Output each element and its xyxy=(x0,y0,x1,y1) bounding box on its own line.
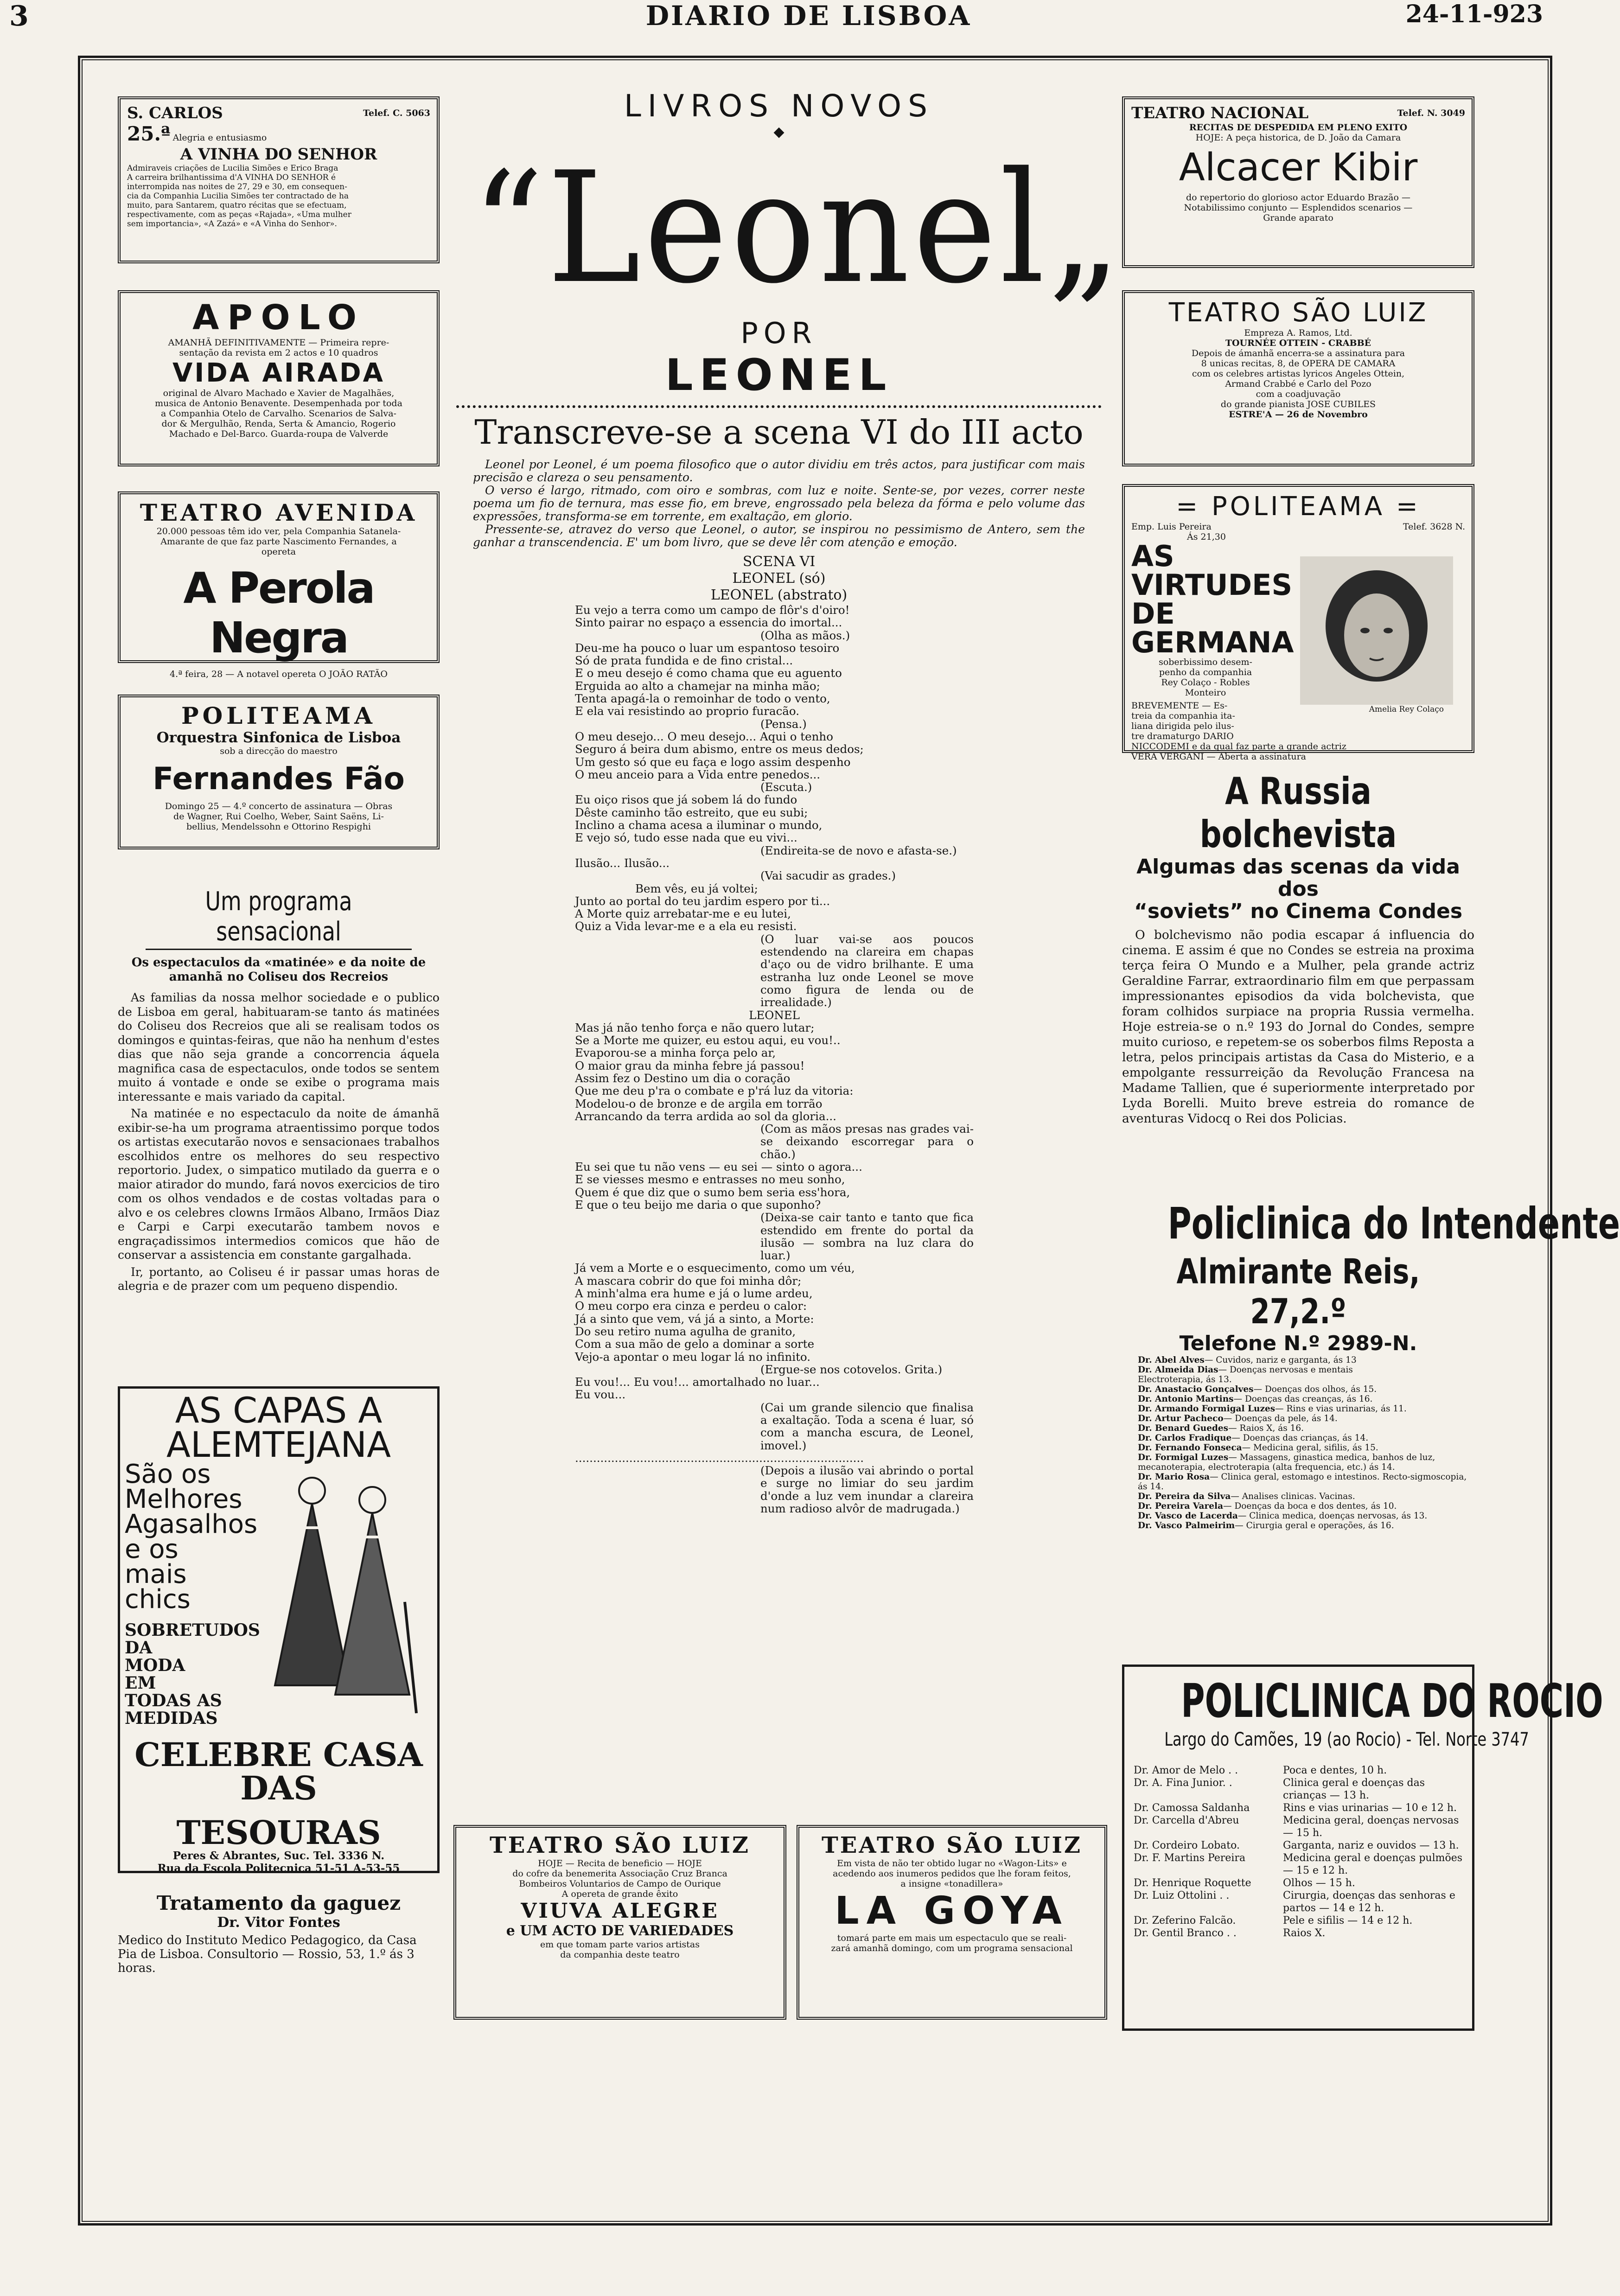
play-title: A Perola Negra xyxy=(183,563,374,663)
article-headline: A Russia bolchevista xyxy=(1199,770,1397,856)
ad-teatro-nacional xyxy=(1122,96,1474,268)
verse-line: Seguro á beira dum abismo, entre os meus dedos; xyxy=(575,742,864,756)
ad-line: SOBRETUDOS xyxy=(125,1620,260,1640)
verse-line: Já a sinto que vem, vá já a sinto, a Morte: xyxy=(575,1312,814,1326)
ad-line: opereta xyxy=(261,547,296,557)
book-title: “Leonel„ xyxy=(472,139,1125,317)
verse-line: Dêste caminho tão estreito, que eu subi; xyxy=(575,805,808,819)
doctor-specialty: Olhos — 15 h. xyxy=(1283,1877,1355,1889)
ad-line: do grande pianista JOSE CUBILES xyxy=(1220,399,1376,409)
verse-line: Mas já não tenho força e não quero lutar; xyxy=(575,1020,815,1034)
doctor-entry xyxy=(1138,1414,1474,1423)
ad-politeama-germana xyxy=(1122,484,1474,762)
verse-line: Eu vejo a terra como um campo de flôr's d'oiro! xyxy=(575,603,850,617)
doctor-table xyxy=(1131,1764,1466,1939)
doctor-specialty: Electroterapia, ás 13. xyxy=(1138,1375,1232,1384)
article-paragraph: As familias da nossa melhor sociedade e o publico de Lisboa em geral, habituaram-se tanto ás matinées do Coliseu dos Recreios que ali se realisam todos os domingos e quintas-feiras, que não ha nenhum d'estes dias que não seja grande a concorrencia áquela magnifica casa de espectaculos, onde todos se sentem muito á vontade e onde se exibe o programa mais interessante e mais variado da capital. xyxy=(118,991,440,1103)
conductor-name: Fernandes Fão xyxy=(153,761,405,797)
doctor-name: Dr. Cordeiro Lobato. xyxy=(1134,1840,1240,1851)
clinic-phone: Telefone N.º 2989-N. xyxy=(1179,1332,1417,1355)
stage-direction: (O luar vai-se aos poucos estendendo na clareira em chapas d'aço ou de vidro brilhante. E uma estranha luz onde Leonel se move como figura de lenda ou de irrealidade.) xyxy=(760,932,974,1009)
doctor-specialty: — Doenças das crianças, ás 14. xyxy=(1231,1433,1369,1443)
table-row xyxy=(1131,1802,1466,1814)
ad-line: de Wagner, Rui Coelho, Weber, Saint Saëns, Li- xyxy=(173,811,384,822)
ad-capas-alemtejana xyxy=(118,1386,440,1873)
article-russia-bolchevista xyxy=(1122,770,1474,1187)
masthead xyxy=(0,0,1617,37)
ad-line: respectivamente, com as peças «Rajada», «Uma mulher xyxy=(127,210,351,219)
ad-line: acedendo aos inumeros pedidos que lhe foram feitos, xyxy=(833,1869,1071,1879)
doctor-specialty: Raios X. xyxy=(1283,1927,1326,1939)
theatre-phone: Telef. N. 3049 xyxy=(1397,108,1465,118)
doctor-specialty: Garganta, nariz e ouvidos — 13 h. xyxy=(1283,1840,1459,1851)
doctor-entry xyxy=(1138,1453,1474,1472)
ad-line: Bombeiros Voluntarios de Campo de Ourique xyxy=(519,1879,721,1889)
ad-line: Grande aparato xyxy=(1263,213,1333,223)
scene-character: LEONEL (só) xyxy=(732,570,826,587)
ad-line: VERA VERGANI — Aberta a assinatura xyxy=(1131,752,1306,762)
verse-line: Deu-me ha pouco o luar um espantoso tesoiro xyxy=(575,641,840,655)
divider xyxy=(456,405,1102,408)
play-title: A VINHA DO SENHOR xyxy=(180,145,377,164)
theatre-name: = POLITEAMA = xyxy=(1176,491,1421,522)
doctor-entry xyxy=(1138,1384,1474,1394)
ad-line: TODAS AS xyxy=(125,1691,222,1710)
theatre-name: TEATRO NACIONAL xyxy=(1131,104,1309,122)
table-row xyxy=(1131,1914,1466,1927)
ad-line: tomará parte em mais um espectaculo que se reali- xyxy=(837,1933,1067,1943)
divider xyxy=(146,949,412,950)
doctor-entry xyxy=(1138,1404,1474,1414)
doctor-name: Dr. Abel Alves xyxy=(1138,1355,1205,1365)
doctor-specialty: Medicina geral, doenças nervosas — 15 h. xyxy=(1283,1815,1459,1839)
verse-line: A mascara cobrir do que foi minha dôr; xyxy=(575,1274,802,1288)
table-row xyxy=(1131,1777,1466,1802)
stage-direction: (Cai um grande silencio que finalisa a exaltação. Toda a scena é luar, só com a mancha escura, de Leonel, imovel.) xyxy=(760,1400,974,1452)
stage-direction: (Pensa.) xyxy=(760,717,807,731)
byline-por: POR xyxy=(740,316,817,350)
doctor-name: Dr. Anastacio Gonçalves xyxy=(1138,1384,1254,1394)
doctor-name: Dr. Armando Formigal Luzes xyxy=(1138,1404,1276,1414)
ad-line: a Companhia Otelo de Carvalho. Scenarios de Salva- xyxy=(161,408,396,419)
doctor-specialty: — Medicina geral, sifilis, ás 15. xyxy=(1242,1443,1378,1453)
article-headline: Um programa sensacional xyxy=(205,887,352,947)
doctor-specialty: — Raios X, ás 16. xyxy=(1228,1423,1304,1433)
ad-line: do repertorio do glorioso actor Eduardo Brazão — xyxy=(1186,192,1410,203)
slogan-line: chics xyxy=(125,1584,191,1614)
play-subtitle: e UM ACTO DE VARIEDADES xyxy=(506,1923,734,1939)
verse-line: Eu vou... xyxy=(575,1388,626,1402)
theatre-name: TEATRO AVENIDA xyxy=(140,499,418,526)
slogan-line: mais xyxy=(125,1559,187,1589)
stage-direction: (Com as mãos presas nas grades vai-se deixando escorregar para o chão.) xyxy=(760,1122,974,1161)
doctor-name: Dr. Vitor Fontes xyxy=(217,1914,340,1931)
doctor-specialty: — Cuvidos, nariz e garganta, ás 13 xyxy=(1204,1355,1357,1365)
ad-line: musica de Antonio Benavente. Desempenhada por toda xyxy=(155,398,402,408)
clinic-address: Almirante Reis, 27,2.º xyxy=(1176,1252,1420,1332)
verse-line: Quem é que diz que o sumo bem seria ess'hora, xyxy=(575,1185,850,1199)
ad-apolo xyxy=(118,290,440,466)
doctor-entry xyxy=(1138,1433,1474,1443)
doctor-name: Dr. Fernando Fonseca xyxy=(1138,1443,1242,1453)
stage-direction: (Olha as mãos.) xyxy=(760,628,850,642)
slogan-line: Melhores xyxy=(125,1484,242,1514)
theatre-phone: Telef. C. 5063 xyxy=(363,108,430,118)
ad-line: Em vista de não ter obtido lugar no «Wagon-Lits» e xyxy=(837,1858,1067,1869)
issue-date: 24-11-923 xyxy=(1405,0,1543,28)
doctor-entry xyxy=(1138,1472,1474,1492)
ad-line: Monteiro xyxy=(1185,688,1226,698)
table-row xyxy=(1131,1889,1466,1914)
verse-line: E se viesses mesmo e entrasses no meu sonho, xyxy=(575,1173,845,1186)
verse-line: Um gesto só que eu faça e logo assim despenho xyxy=(575,755,851,769)
verse-line: Arrancando da terra ardida ao sol da gloria... xyxy=(575,1109,836,1123)
ad-teatro-avenida xyxy=(118,491,440,679)
doctor-specialty: — Clinica geral, estomago e intestinos. Recto-sigmoscopia, ás 14. xyxy=(1138,1472,1467,1492)
performer-name: LA GOYA xyxy=(835,1889,1069,1933)
tagline: Alegria e entusiasmo xyxy=(172,133,267,143)
doctor-name: Dr. Carlos Fradique xyxy=(1138,1433,1232,1443)
doctor-entry xyxy=(1138,1355,1474,1365)
ad-politeama-orquestra xyxy=(118,695,440,849)
ad-line: RECITAS DE DESPEDIDA EM PLENO EXITO xyxy=(1189,122,1408,133)
book-author: LEONEL xyxy=(665,350,893,401)
verse-line: E que o teu beijo me daria o que suponho? xyxy=(575,1198,821,1212)
verse-line: Que me deu p'ra o combate e p'rá luz da vitoria: xyxy=(575,1084,854,1098)
stage-direction: (Vai sacudir as grades.) xyxy=(760,869,896,883)
ad-line: AMANHÃ DEFINITIVAMENTE — Primeira repre- xyxy=(168,338,389,348)
theatre-name: POLITEAMA xyxy=(181,702,376,729)
theatre-phone: Telef. 3628 N. xyxy=(1403,522,1465,532)
verse-line: Evaporou-se a minha força pelo ar, xyxy=(575,1046,776,1060)
article-programa-sensacional xyxy=(118,887,440,1341)
doctor-specialty: Cirurgia, doenças das senhoras e partos — 14 e 12 h. xyxy=(1283,1890,1455,1914)
clinic-name: Policlinica do Intendente xyxy=(1167,1199,1620,1249)
verse-line: Com a sua mão de gelo a dominar a sorte xyxy=(575,1337,815,1351)
ad-line: Rey Colaço - Robles xyxy=(1161,677,1250,688)
verse-line: Assim fez o Destino um dia o coração xyxy=(575,1071,791,1085)
play-title: AS VIRTUDES DE GERMANA xyxy=(1131,539,1294,659)
stage-direction: (Escuta.) xyxy=(760,780,812,794)
doctor-entry xyxy=(1138,1365,1474,1375)
doctor-name: Dr. Vasco Palmeirim xyxy=(1138,1521,1235,1531)
verse-line: Do seu retiro numa agulha de granito, xyxy=(575,1324,796,1338)
doctor-name: Dr. Gentil Branco . . xyxy=(1134,1927,1237,1939)
ad-line: dor & Mergulhão, Renda, Serta & Amancio, Rogerio xyxy=(161,419,396,429)
doctor-specialty: Rins e vias urinarias — 10 e 12 h. xyxy=(1283,1802,1457,1814)
verse-line: Eu oiço risos que já sobem lá do fundo xyxy=(575,793,797,807)
ad-title: Tratamento da gaguez xyxy=(156,1892,401,1914)
doctor-specialty: — Massagens, ginastica medica, banhos de luz, mecanoterapia, electroterapia (alta frequencia, etc.) ás 14. xyxy=(1138,1453,1435,1472)
table-row xyxy=(1131,1814,1466,1839)
ad-line: sob a direcção do maestro xyxy=(220,746,338,756)
verse-line: Sinto pairar no espaço a essencia do imortal... xyxy=(575,616,842,630)
verse-line: Erguida ao alto a chamejar na minha mão; xyxy=(575,679,820,693)
ad-line: NICCODEMI e da qual faz parte a grande actriz xyxy=(1131,741,1346,752)
ad-line: sem importancia», «A Zazá» e «A Vinha do Senhor». xyxy=(127,219,337,229)
doctor-entry xyxy=(1138,1492,1474,1501)
ad-store-name: CELEBRE CASA DAS xyxy=(134,1735,423,1807)
orchestra-name: Orquestra Sinfonica de Lisboa xyxy=(156,729,401,746)
doctor-specialty: Medicina geral e doenças pulmões — 15 e 12 h. xyxy=(1283,1852,1463,1876)
doctor-entry xyxy=(1138,1501,1474,1511)
doctor-name: Dr. Vasco de Lacerda xyxy=(1138,1511,1238,1521)
doctor-entry xyxy=(1138,1423,1474,1433)
ad-line: do cofre da benemerita Associação Cruz Branca xyxy=(512,1869,727,1879)
doctor-name: Dr. A. Fina Junior. . xyxy=(1134,1777,1232,1789)
doctor-name: Dr. Formigal Luzes xyxy=(1138,1453,1229,1462)
slogan-line: São os xyxy=(125,1459,211,1489)
stage-direction: (Depois a ilusão vai abrindo o portal e surge no limiar do seu jardim d'onde a luz vem inundar a clareira num radioso alvôr de madrugada.) xyxy=(760,1464,974,1516)
ad-line: HOJE: A peça historica, de D. João da Camara xyxy=(1195,133,1401,143)
ad-line: cia da Companhia Lucilia Simões ter contractado de ha xyxy=(127,191,349,201)
table-row xyxy=(1131,1877,1466,1889)
verse-line: Quiz a Vida levar-me e a ela eu resisti. xyxy=(575,919,797,933)
theatre-name: TEATRO SÃO LUIZ xyxy=(822,1832,1082,1858)
ad-line: MODA xyxy=(125,1656,185,1675)
ad-policlinica-intendente xyxy=(1122,1196,1620,1660)
ad-line: Depois de ámanhã encerra-se a assinatura para xyxy=(1191,348,1405,358)
doctor-name: Dr. Henrique Roquette xyxy=(1134,1877,1251,1889)
doctor-entry xyxy=(1138,1521,1474,1531)
scene-character: LEONEL (abstrato) xyxy=(710,587,848,603)
ad-line: A carreira brilhantissima d'A VINHA DO SENHOR é xyxy=(127,173,336,182)
play-title: VIUVA ALEGRE xyxy=(521,1899,719,1923)
ad-line: TOURNÉE OTTEIN - CRABBÉ xyxy=(1225,338,1371,348)
doctor-specialty: — Analises clinicas. Vacinas. xyxy=(1231,1492,1355,1501)
doctor-specialty: Clinica geral e doenças das crianças — 13 h. xyxy=(1283,1777,1425,1801)
doctor-specialty: — Rins e vias urinarias, ás 11. xyxy=(1275,1404,1407,1414)
theatre-name: TEATRO SÃO LUIZ xyxy=(490,1832,750,1858)
show-time: Ás 21,30 xyxy=(1187,532,1226,542)
verse-line: A Morte quiz arrebatar-me e eu lutei, xyxy=(575,907,791,921)
ad-tratamento-gaguez xyxy=(118,1892,440,2031)
stage-direction: ................................................................................ xyxy=(575,1451,864,1465)
cloaked-figures-illustration xyxy=(256,1463,423,1722)
intro-paragraph: Leonel por Leonel, é um poema filosofico que o autor dividiu em três actos, para justificar com mais precisão e clareza o seu pensamento. xyxy=(473,458,1085,484)
stage-direction: Bem vês, eu já voltei; xyxy=(635,881,758,895)
article-dek: Os espectaculos da «matinée» e da noite de amanhã no Coliseu dos Recreios xyxy=(131,956,426,984)
ad-line: BREVEMENTE — Es- xyxy=(1131,701,1228,711)
verse-line: Eu vou!... Eu vou!... amortalhado no luar... xyxy=(575,1375,820,1389)
play-title: VIDA AIRADA xyxy=(172,358,385,388)
intro-paragraph: O verso é largo, ritmado, com oiro e sombras, com luz e noite. Sente-se, por vezes, correr neste poema um fio de ternura, mas esse fio, em breve, engrossado pela beleza da fórma e pelo volume das expressões, transforma-se em torrente, em exaltação, em glorio. xyxy=(473,484,1085,523)
doctor-name: Dr. Amor de Melo . . xyxy=(1134,1765,1238,1776)
verse-line: Junto ao portal do teu jardim espero por ti... xyxy=(575,894,830,908)
ad-policlinica-rocio xyxy=(1122,1665,1603,2031)
scene-character: LEONEL xyxy=(749,1008,800,1022)
ad-line: Empreza A. Ramos, Ltd. xyxy=(1244,328,1352,338)
ad-line: HOJE — Recita de beneficio — HOJE xyxy=(538,1858,702,1869)
verse-line: O meu desejo... O meu desejo... Aqui o tenho xyxy=(575,729,833,743)
table-row xyxy=(1131,1852,1466,1877)
ad-line: treia da companhia ita- xyxy=(1131,711,1235,721)
theatre-name: TEATRO SÃO LUIZ xyxy=(1168,298,1428,328)
slogan-line: Agasalhos xyxy=(125,1509,258,1539)
verse-line: O meu anceio para a Vida entre penedos... xyxy=(575,767,821,781)
ad-line: Amarante de que faz parte Nascimento Fernandes, a xyxy=(160,536,397,547)
table-row xyxy=(1131,1927,1466,1939)
verse-line: Inclino a chama acesa a iluminar o mundo, xyxy=(575,818,823,832)
poem-verse xyxy=(575,604,974,1515)
doctor-name: Dr. F. Martins Pereira xyxy=(1134,1852,1246,1864)
verse-line: E ela vai resistindo ao proprio furacão. xyxy=(575,704,800,718)
doctor-specialty: — Doenças das creanças, ás 16. xyxy=(1233,1394,1373,1404)
verse-line: Se a Morte me quizer, eu estou aqui, eu vou!.. xyxy=(575,1033,841,1047)
doctor-name: Dr. Zeferino Falcão. xyxy=(1134,1915,1236,1926)
doctor-entry xyxy=(1138,1394,1474,1404)
ad-line: muito, para Santarem, quatro récitas que se efectuam, xyxy=(127,201,347,210)
ad-text xyxy=(127,164,430,229)
doctor-name: Dr. Camossa Saldanha xyxy=(1134,1802,1250,1814)
ad-line: soberbissimo desem- xyxy=(1159,657,1252,667)
slogan-line: e os xyxy=(125,1534,179,1564)
ad-line: sentação da revista em 2 actos e 10 quadros xyxy=(179,348,378,358)
ad-line: Armand Crabbé e Carlo del Pozo xyxy=(1225,379,1371,389)
table-row xyxy=(1131,1764,1466,1777)
ad-line: DA xyxy=(125,1638,153,1658)
article-headline: Transcreve-se a scena VI do III acto xyxy=(474,413,1084,452)
play-title: Alcacer Kibir xyxy=(1179,146,1418,190)
verse-line: Só de prata fundida e de fino cristal... xyxy=(575,654,793,668)
doctor-name: Dr. Luiz Ottolini . . xyxy=(1134,1890,1230,1901)
article-paragraph: Ir, portanto, ao Coliseu é ir passar umas horas de alegria e de prazer com um pequeno dispendio. xyxy=(118,1265,440,1293)
clinic-name: POLICLINICA DO ROCIO xyxy=(1181,1674,1603,1728)
newspaper-title: DIARIO DE LISBOA xyxy=(645,0,972,32)
verse-line: Vejo-a apontar o meu logar lá no infinito. xyxy=(575,1350,811,1364)
table-row xyxy=(1131,1839,1466,1852)
ad-address: Rua da Escola Politecnica 51-51 A-53-55 xyxy=(157,1862,400,1875)
actress-portrait xyxy=(1300,556,1453,705)
verse-line: Já vem a Morte e o esquecimento, como um véu, xyxy=(575,1261,855,1275)
ornament-icon: ◆ xyxy=(773,124,784,140)
ad-line: a insigne «tonadillera» xyxy=(900,1879,1003,1889)
article-subheadline: Algumas das scenas da vida dos xyxy=(1136,855,1460,901)
doctor-specialty: Pele e sifilis — 14 e 12 h. xyxy=(1283,1915,1413,1926)
verse-line: Tenta apagá-la o remoinhar de todo o vento, xyxy=(575,692,830,706)
article-subheadline: “soviets” no Cinema Condes xyxy=(1134,899,1463,923)
ad-line: em que tomam parte varios artistas xyxy=(540,1939,700,1950)
ad-footer: 4.ª feira, 28 — A notavel opereta O JOÃO RATÃO xyxy=(169,669,388,679)
ad-store-name: TESOURAS xyxy=(176,1813,381,1852)
ad-line: 8 unicas recitas, 8, de OPERA DE CAMARA xyxy=(1201,358,1396,369)
ad-line: Emp. Luis Pereira xyxy=(1131,522,1212,532)
doctor-specialty: — Doenças dos olhos, ás 15. xyxy=(1253,1384,1377,1394)
doctor-specialty: — Doenças nervosas e mentais xyxy=(1218,1365,1353,1375)
ad-title: AS CAPAS A xyxy=(175,1390,383,1431)
ad-line: Domingo 25 — 4.º concerto de assinatura — Obras xyxy=(165,801,393,811)
ad-line: original de Alvaro Machado e Xavier de Magalhães, xyxy=(163,388,395,398)
ad-line: Admiraveis criações de Lucilia Simões e Erico Braga xyxy=(127,164,338,173)
doctor-specialty: — Doenças da boca e dos dentes, ás 10. xyxy=(1223,1501,1397,1511)
ad-line: da companhia deste teatro xyxy=(560,1950,680,1960)
ad-teatro-sao-luiz-opera xyxy=(1122,290,1474,466)
article-paragraph: Na matinée e no espectaculo da noite de ámanhã exibir-se-ha um programa atraentissimo porque todos os artistas executarão novos e sensacionaes trabalhos escolhidos entre os melhores do seu respectivo reportorio. Judex, o simpatico mutilado da guerra e o maior atirador do mundo, fará novos exercicios de tiro com os olhos vendados e de costas voltadas para o alvo e os celebres clowns Irmãos Albano, Irmãos Diaz e Carpi e Carpi executarão tambem novos e engraçadissimos intermedios comicos que hão de conservar a assistencia em constante gargalhada. xyxy=(118,1107,440,1262)
doctor-name: Dr. Mario Rosa xyxy=(1138,1472,1210,1482)
doctor-name: Dr. Almeida Dias xyxy=(1138,1365,1218,1375)
ad-line: Notabilissimo conjunto — Esplendidos scenarios — xyxy=(1184,203,1413,213)
portrait-caption: Amelia Rey Colaço xyxy=(1369,705,1444,714)
ad-title: ALEMTEJANA xyxy=(166,1424,391,1465)
ad-line: 20.000 pessoas têm ido ver, pela Companhia Satanela- xyxy=(156,526,401,536)
ad-line: penho da companhia xyxy=(1159,667,1252,677)
verse-line: O meu corpo era cinza e perdeu o calor: xyxy=(575,1299,807,1313)
ad-address: Peres & Abrantes, Suc. Tel. 3336 N. xyxy=(172,1850,385,1862)
scene-heading: SCENA VI xyxy=(742,554,816,570)
ad-teatro-sao-luiz-goya xyxy=(797,1825,1107,2020)
doctor-specialty: Poca e dentes, 10 h. xyxy=(1283,1765,1387,1776)
doctor-list xyxy=(1122,1355,1474,1531)
verse-line: Ilusão... Ilusão... xyxy=(575,856,670,870)
ad-line: ESTRE'A — 26 de Novembro xyxy=(1229,409,1368,420)
ad-teatro-sao-luiz-viuva xyxy=(453,1825,786,2020)
verse-line: A minh'alma era hume e já o lume ardeu, xyxy=(575,1287,813,1301)
ad-line: EM xyxy=(125,1673,156,1693)
ad-text: Medico do Instituto Medico Pedagogico, da Casa Pia de Lisboa. Consultorio — Rossio, 53, 1.º ás 3 horas. xyxy=(118,1933,417,1975)
ad-line: MEDIDAS xyxy=(125,1709,218,1728)
ad-line: liana dirigida pelo ilus- xyxy=(1131,721,1234,731)
ad-line: Machado e Del-Barco. Guarda-roupa de Valverde xyxy=(169,429,389,439)
verse-line: E o meu desejo é como chama que eu aguento xyxy=(575,666,842,680)
theatre-name: APOLO xyxy=(192,298,365,338)
doctor-specialty: — Clinica medica, doenças nervosas, ás 13. xyxy=(1237,1511,1428,1521)
stage-direction: (Endireita-se de novo e afasta-se.) xyxy=(760,843,957,857)
ad-line: tre dramaturgo DARIO xyxy=(1131,731,1234,741)
doctor-name: Dr. Benard Guedes xyxy=(1138,1423,1229,1433)
stage-direction: (Ergue-se nos cotovelos. Grita.) xyxy=(760,1362,943,1376)
doctor-entry xyxy=(1138,1443,1474,1453)
stage-direction: (Deixa-se cair tanto e tanto que fica estendido em frente do portal da ilusão — sombra na luz clara do luar.) xyxy=(760,1211,974,1263)
ad-line: zará amanhã domingo, com um programa sensacional xyxy=(831,1943,1073,1953)
verse-line: E vejo só, tudo esse nada que eu vivi... xyxy=(575,831,797,845)
ad-line: bellius, Mendelssohn e Ottorino Respighi xyxy=(186,822,371,832)
doctor-name: Dr. Antonio Martins xyxy=(1138,1394,1234,1404)
doctor-entry xyxy=(1138,1511,1474,1521)
performance-number: 25.ª xyxy=(127,122,171,145)
verse-line: Eu sei que tu não vens — eu sei — sinto o agora... xyxy=(575,1160,862,1174)
book-review xyxy=(445,88,1125,1516)
ad-line: interrompida nas noites de 27, 29 e 30, em consequen- xyxy=(127,182,347,191)
doctor-name: Dr. Carcella d'Abreu xyxy=(1134,1815,1239,1826)
doctor-name: Dr. Pereira da Silva xyxy=(1138,1492,1231,1501)
verse-line: O maior grau da minha febre já passou! xyxy=(575,1059,805,1072)
intro-paragraph: Pressente-se, atravez do verso que Leonel, o autor, se inspirou no pessimismo de Antero, sem the ganhar a transcendencia. E' um bom livro, que se deve lêr com atenção e emoção. xyxy=(473,523,1085,549)
doctor-specialty: — Cirurgia geral e operações, ás 16. xyxy=(1235,1521,1394,1531)
doctor-specialty: — Doenças da pele, ás 14. xyxy=(1223,1414,1338,1423)
doctor-entry xyxy=(1138,1375,1474,1384)
clinic-address: Largo do Camões, 19 (ao Rocio) - Tel. Norte 3747 xyxy=(1164,1729,1529,1750)
doctor-name: Dr. Pereira Varela xyxy=(1138,1501,1224,1511)
ad-line: com os celebres artistas lyricos Angeles Ottein, xyxy=(1192,369,1405,379)
ad-line: A opereta de grande êxito xyxy=(561,1889,678,1899)
verse-line: Modelou-o de bronze e de argila em torrão xyxy=(575,1097,823,1110)
article-paragraph: O bolchevismo não podia escapar á influencia do cinema. E assim é que no Condes se estreia na proxima terça feira O Mundo e a Mulher, pela grande actriz Geraldine Farrar, extraordinario film em que perpassam impressionantes episodios da vida bolchevista, que foram colhidos surpiace na propria Russia vermelha. Hoje estreia-se o n.º 193 do Jornal do Condes, sempre muito curioso, e repetem-se os soberbos films Reposta a letra, pelos principais artistas da Casa do Misterio, e a empolgante ressurreição da Revolução Francesa na Madame Tallien, que é superiormente interpretado por Lyda Borelli. Muito breve estreia do romance de aventuras Vidocq o Rei dos Policias. xyxy=(1122,928,1474,1126)
ad-sao-carlos xyxy=(118,96,440,263)
doctor-name: Dr. Artur Pacheco xyxy=(1138,1414,1224,1423)
section-kicker: LIVROS NOVOS xyxy=(624,88,934,124)
page-number: 3 xyxy=(9,0,29,32)
ad-line: com a coadjuvação xyxy=(1256,389,1341,399)
theatre-name: S. CARLOS xyxy=(127,104,223,122)
